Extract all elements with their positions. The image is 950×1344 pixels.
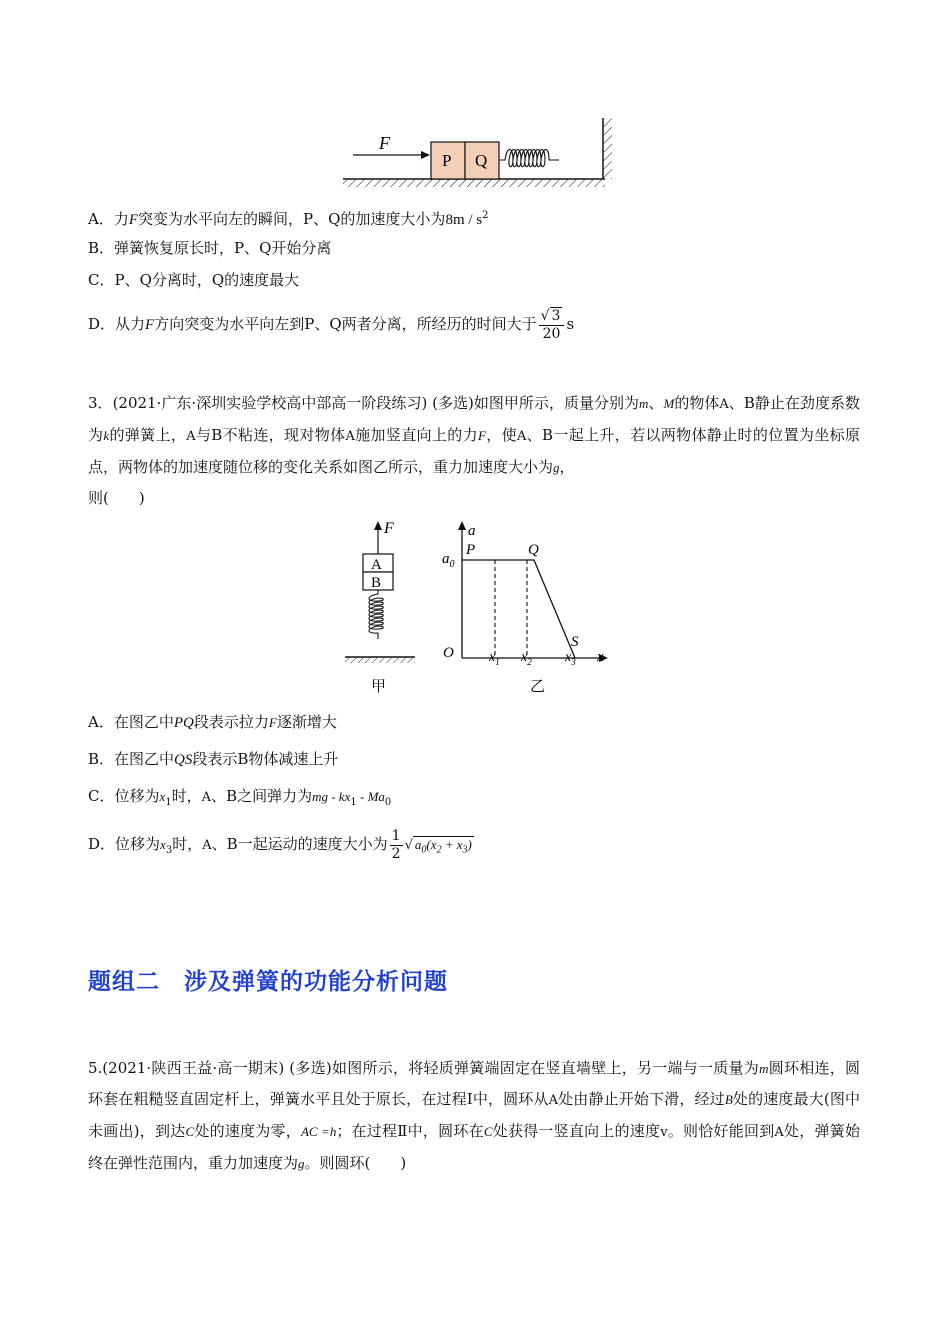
yi-origin: O xyxy=(443,645,454,661)
section-title: 题组二 涉及弹簧的功能分析问题 xyxy=(88,969,448,995)
yi-tick-x3: $x_3$ xyxy=(565,650,576,667)
yi-tick-x2: $x_2$ xyxy=(521,650,532,667)
yi-tick-x1: $x_1$ xyxy=(489,650,500,667)
q2-d-fraction: $\frac{√ 3}{20}$ xyxy=(539,307,565,343)
svg-text:P: P xyxy=(442,151,452,170)
q3-stem: 3．(2021·广东·深圳实验学校高中部高一阶段练习) (多选)如图甲所示，质量分别为m、M的物体A、B静止在劲度系数为k的弹簧上，A与B不粘连，现对物体A施加竖直向上的力F，使A、B一起上升，若以两物体静止时的位置为坐标原点，两物体的加速度随位移的变化关系如图乙所示，重力加速度大小为g， 则( ) xyxy=(88,394,860,507)
yi-y-label: a xyxy=(468,523,476,539)
q2-option-d: D．从力F方向突变为水平向左到P、Q两者分离，所经历的时间大于 $\frac{√ 3}{20}$ s xyxy=(88,308,575,342)
jia-spring xyxy=(369,590,383,639)
q3-option-d: D．位移为$x_3$时，A、B一起运动的速度大小为 $\frac{1}{2}$ √ $a_0(x_2 + x_3)$ xyxy=(88,827,472,862)
svg-text:A: A xyxy=(371,557,382,573)
yi-point-q: Q xyxy=(528,542,539,558)
q3-d-sqrt: √ $a_0(x_2 + x_3)$ xyxy=(405,838,474,853)
yi-point-p: P xyxy=(466,542,476,558)
svg-text:B: B xyxy=(371,575,382,591)
q3-option-b: B．在图乙中QS段表示B物体减速上升 xyxy=(88,750,339,768)
q3-option-a: A．在图乙中PQ段表示拉力F逐渐增大 xyxy=(88,713,337,731)
yi-a-curve xyxy=(462,560,575,658)
q2-force-label: F xyxy=(379,133,390,153)
q2-option-a: A．力F突变为水平向左的瞬间，P、Q的加速度大小为$8m / s^2$ xyxy=(88,210,489,228)
q5-stem: 5.(2021·陕西王益·高一期末) (多选)如图所示，将轻质弹簧端固定在竖直墙壁上，另一端与一质量为m圆环相连，圆环套在粗糙竖直固定杆上，弹簧水平且处于原长，在过程Ⅰ中，圆环从A处由静止开始下滑，经过B处的速度最大(图中未画出)，到达C处的速度为零，AC =h；在过程Ⅱ中，圆环在C处获得一竖直向上的速度v。则恰好能回到A处，弹簧始终在弹性范围内，重力加速度为g。则圆环( ) xyxy=(88,1059,860,1172)
q2-option-c: C．P、Q分离时，Q的速度最大 xyxy=(88,271,300,289)
q2-spring xyxy=(499,150,559,167)
svg-text:F: F xyxy=(384,520,394,537)
yi-caption: 乙 xyxy=(530,677,546,695)
svg-text:Q: Q xyxy=(475,151,488,170)
q3-figure-jia xyxy=(340,518,430,698)
jia-caption: 甲 xyxy=(371,677,387,695)
yi-a0: $a_0$ xyxy=(442,551,455,570)
q2-figure xyxy=(335,115,620,190)
q3-d-fraction: $\frac{1}{2}$ xyxy=(391,827,401,862)
yi-x-label: x xyxy=(597,649,604,665)
q2-option-b: B．弹簧恢复原长时，P、Q开始分离 xyxy=(88,239,332,257)
q3-option-c: C．位移为$x_1$时，A、B之间弹力为mg - $kx_1 - Ma_0$ xyxy=(88,787,392,808)
q3-figure-yi xyxy=(438,518,623,698)
yi-point-s: S xyxy=(571,634,579,650)
